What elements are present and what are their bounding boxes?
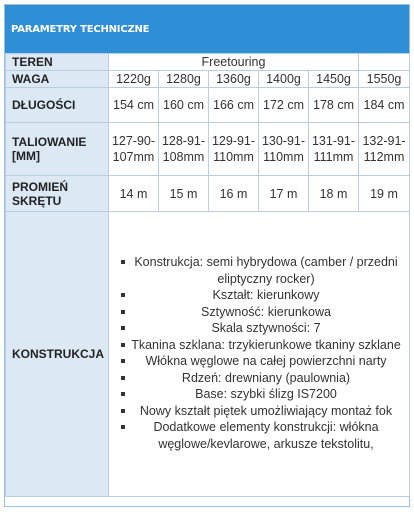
bullet-icon: [121, 293, 125, 297]
label-taliowanie: TALIOWANIE [MM]: [6, 123, 109, 176]
konstrukcja-list: [109, 250, 409, 458]
bullet-icon: [121, 359, 125, 363]
promien-cell: 17 m: [259, 176, 309, 212]
tech-spec-panel: [4, 4, 410, 507]
value-teren-empty: [359, 54, 410, 71]
row-konstrukcja: [6, 212, 410, 497]
label-promien: PROMIEŃ SKRĘTU: [6, 176, 109, 212]
list-item: [115, 337, 405, 354]
dlugosc-cell: 154 cm: [109, 88, 159, 123]
waga-cell: 1400g: [259, 71, 309, 88]
label-teren: TEREN: [6, 54, 109, 71]
list-item-text: Włókna węglowe na całej powierzchni narty: [145, 354, 387, 368]
label-konstrukcja: KONSTRUKCJA: [6, 212, 109, 497]
dlugosc-cell: 166 cm: [209, 88, 259, 123]
list-item: [115, 320, 405, 337]
list-item: [115, 370, 405, 387]
list-item: [115, 353, 405, 370]
dlugosc-cell: 178 cm: [309, 88, 359, 123]
taliowanie-cell: 131-91-111mm: [309, 123, 359, 176]
row-teren: [6, 54, 410, 71]
row-promien: [6, 176, 410, 212]
label-dlugosci: DŁUGOŚCI: [6, 88, 109, 123]
label-waga: WAGA: [6, 71, 109, 88]
promien-cell: 18 m: [309, 176, 359, 212]
konstrukcja-cell: [109, 212, 410, 497]
promien-cell: 15 m: [159, 176, 209, 212]
dlugosc-cell: 160 cm: [159, 88, 209, 123]
list-item: [115, 254, 405, 287]
bullet-icon: [121, 392, 125, 396]
waga-cell: 1280g: [159, 71, 209, 88]
taliowanie-cell: 127-90-107mm: [109, 123, 159, 176]
list-item: [115, 304, 405, 321]
bullet-icon: [121, 409, 125, 413]
taliowanie-cell: 128-91-108mm: [159, 123, 209, 176]
row-taliowanie: [6, 123, 410, 176]
section-header: PARAMETRY TECHNICZNE: [5, 5, 409, 53]
list-item-text: Kształt: kierunkowy: [212, 288, 320, 302]
waga-cell: 1450g: [309, 71, 359, 88]
list-item-text: Konstrukcja: semi hybrydowa (camber / przedni eliptyczny rocker): [134, 255, 398, 286]
list-item: [115, 386, 405, 403]
bullet-icon: [121, 260, 125, 264]
bullet-icon: [121, 376, 125, 380]
list-item-text: Base: szybki ślizg IS7200: [195, 387, 337, 401]
taliowanie-cell: 129-91-110mm: [209, 123, 259, 176]
list-item-text: Nowy kształt piętek umożliwiający montaż fok: [139, 403, 393, 418]
taliowanie-cell: 130-91-110mm: [259, 123, 309, 176]
row-dlugosci: [6, 88, 410, 123]
dlugosc-cell: 172 cm: [259, 88, 309, 123]
list-item-text: Rdzeń: drewniany (paulownia): [181, 370, 351, 385]
promien-cell: 19 m: [359, 176, 410, 212]
promien-cell: 14 m: [109, 176, 159, 212]
waga-cell: 1360g: [209, 71, 259, 88]
waga-cell: 1550g: [359, 71, 410, 88]
row-waga: [6, 71, 410, 88]
dlugosc-cell: 184 cm: [359, 88, 410, 123]
waga-cell: 1220g: [109, 71, 159, 88]
list-item: [115, 403, 405, 420]
spec-table: [5, 53, 410, 497]
list-item-text: Tkanina szklana: trzykierunkowe tkaniny szklane: [131, 337, 401, 352]
list-item-text: Dodatkowe elementy konstrukcji: włókna węglowe/kevlarowe, arkusze tekstolitu,: [153, 420, 379, 451]
bullet-icon: [121, 326, 125, 330]
taliowanie-cell: 132-91-112mm: [359, 123, 410, 176]
bullet-icon: [121, 425, 125, 429]
bullet-icon: [121, 310, 125, 314]
bullet-icon: [121, 343, 125, 347]
list-item: [115, 419, 405, 452]
list-item-text: Sztywność: kierunkowa: [201, 304, 331, 319]
value-teren: Freetouring: [109, 54, 359, 71]
promien-cell: 16 m: [209, 176, 259, 212]
list-item: [115, 287, 405, 304]
list-item-text: Skala sztywności: 7: [211, 321, 321, 335]
